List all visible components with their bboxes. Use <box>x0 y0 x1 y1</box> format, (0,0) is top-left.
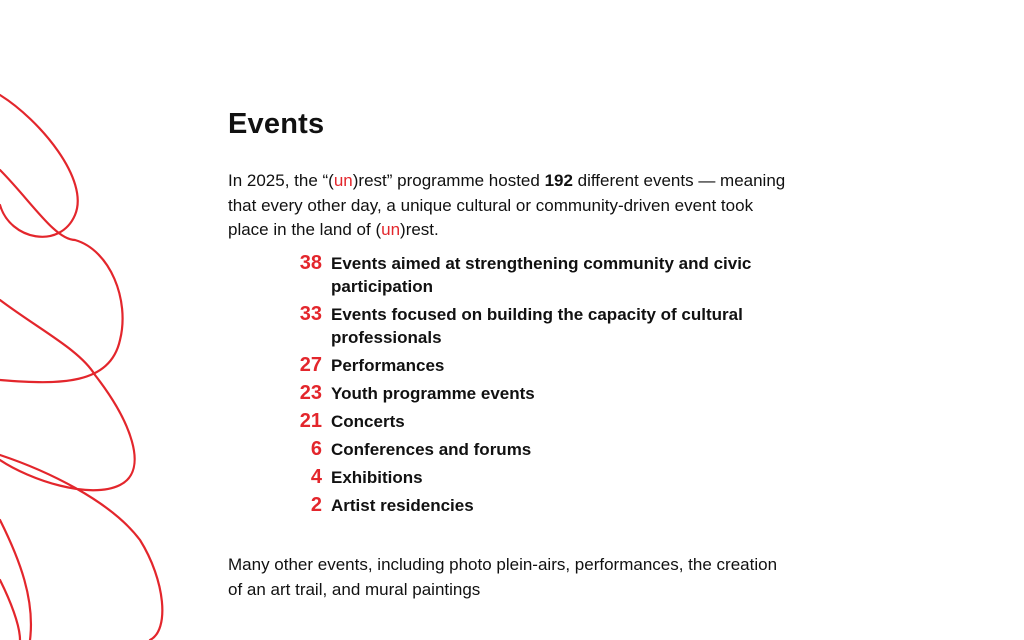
intro-text: different events — meaning that every other day, a unique cultural or community-driven event took place in the land of ( <box>228 171 786 239</box>
stat-value: 2 <box>310 494 322 516</box>
stat-item <box>288 354 768 377</box>
intro-un-highlight: un <box>381 220 401 239</box>
decorative-red-scribble <box>0 0 180 640</box>
stat-value: 4 <box>310 466 322 488</box>
stats-list <box>288 252 768 522</box>
page-title: Events <box>228 108 325 140</box>
stat-value: 38 <box>299 252 322 274</box>
intro-event-count: 192 <box>544 171 573 190</box>
stat-value: 6 <box>310 438 322 460</box>
stat-item <box>288 410 768 433</box>
stat-item <box>288 252 768 298</box>
outro-paragraph: Many other events, including photo plein-airs, performances, the creation of an art trail, and mural paintings <box>228 555 778 599</box>
stat-label: Events aimed at strengthening community and civic participation <box>331 254 752 296</box>
stat-item <box>288 494 768 517</box>
intro-text: )rest” programme hosted <box>352 171 545 190</box>
stat-label: Conferences and forums <box>331 440 532 459</box>
events-section <box>228 108 788 599</box>
stat-value: 21 <box>299 410 322 432</box>
intro-text: In 2025, the “( <box>228 171 334 190</box>
stat-item <box>288 438 768 461</box>
stat-label: Youth programme events <box>331 384 535 403</box>
intro-text: )rest. <box>400 220 439 239</box>
stat-item <box>288 382 768 405</box>
stat-label: Concerts <box>331 412 405 431</box>
stat-label: Artist residencies <box>331 496 474 515</box>
stat-value: 27 <box>299 354 322 376</box>
intro-paragraph <box>228 169 788 243</box>
stat-label: Performances <box>331 356 445 375</box>
stat-item <box>288 303 768 349</box>
stat-value: 33 <box>299 303 322 325</box>
stat-label: Exhibitions <box>331 468 423 487</box>
stat-item <box>288 466 768 489</box>
intro-un-highlight: un <box>333 171 353 190</box>
stat-label: Events focused on building the capacity of cultural professionals <box>331 305 743 347</box>
stat-value: 23 <box>299 382 322 404</box>
